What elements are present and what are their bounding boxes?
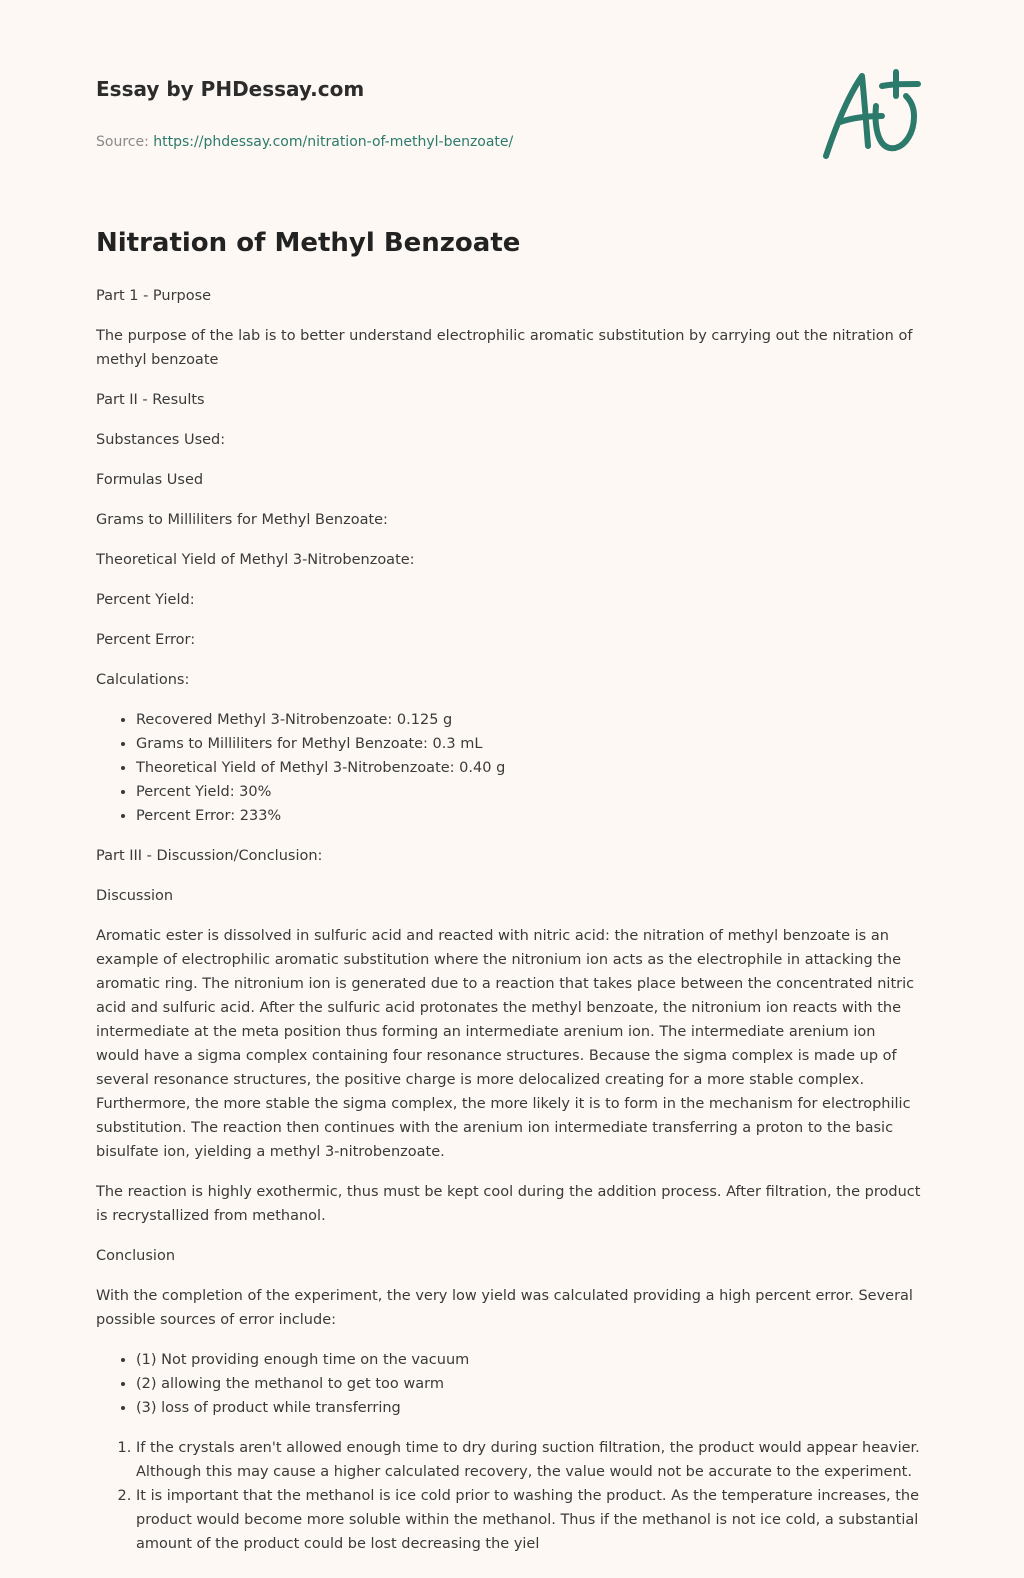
discussion-paragraph-2: The reaction is highly exothermic, thus must be kept cool during the addition process. After filtration, the product is recrystallized from methanol. bbox=[96, 1184, 921, 1224]
discussion-paragraph-1: Aromatic ester is dissolved in sulfuric acid and reacted with nitric acid: the nitration of methyl benzoate is an example of electrophilic aromatic substitution where the nitronium ion acts as the electrophile in attacking the aromatic ring. The nitronium ion is generated due to a reaction that takes place between the concentrated nitric acid and sulfuric acid. After the sulfuric acid protonates the methyl benzoate, the nitronium ion reacts with the intermediate at the meta position thus forming an intermediate arenium ion. The intermediate arenium ion would have a sigma complex containing four resonance structures. Because the sigma complex is made up of several resonance structures, the positive charge is more delocalized creating for a more stable complex. Furthermore, the more stable the sigma complex, the more likely it is to form in the mechanism for electrophilic substitution. The reaction then continues with the arenium ion intermediate transferring a proton to the basic bisulfate ion, yielding a methyl 3-nitrobenzoate. bbox=[96, 928, 915, 1160]
conclusion-heading: Conclusion bbox=[96, 1248, 176, 1264]
theoretical-yield-label: Theoretical Yield of Methyl 3-Nitrobenzoate: bbox=[96, 552, 415, 568]
list-item: 2. It is important that the methanol is ice cold prior to washing the product. As the temperature increases, the product would become more soluble within the methanol. Thus if the methanol is not ice cold, a substantial amount of the product could be lost decreasing the yiel bbox=[136, 1484, 922, 1556]
error-explanations-list bbox=[96, 1436, 922, 1556]
grams-to-ml-label: Grams to Milliliters for Methyl Benzoate: bbox=[96, 512, 388, 528]
purpose-paragraph: The purpose of the lab is to better understand electrophilic aromatic substitution by carrying out the nitration of methyl benzoate bbox=[96, 328, 913, 368]
list-item: • (1) Not providing enough time on the vacuum bbox=[136, 1348, 922, 1372]
list-item: • Grams to Milliliters for Methyl Benzoate: 0.3 mL bbox=[136, 732, 922, 756]
list-item: • Percent Yield: 30% bbox=[136, 780, 922, 804]
list-item: 1. If the crystals aren't allowed enough time to dry during suction filtration, the product would appear heavier. Although this may cause a higher calculated recovery, the value would not be accurate to the experiment. bbox=[136, 1436, 922, 1484]
conclusion-paragraph: With the completion of the experiment, the very low yield was calculated providing a high percent error. Several possible sources of error include: bbox=[96, 1288, 913, 1328]
calculations-list bbox=[96, 708, 922, 828]
percent-error-label: Percent Error: bbox=[96, 632, 196, 648]
formulas-used-label: Formulas Used bbox=[96, 472, 204, 488]
list-item: • Theoretical Yield of Methyl 3-Nitrobenzoate: 0.40 g bbox=[136, 756, 922, 780]
site-title: Essay by PHDessay.com bbox=[96, 77, 365, 101]
discussion-heading: Discussion bbox=[96, 888, 174, 904]
list-item: • Recovered Methyl 3-Nitrobenzoate: 0.125 g bbox=[136, 708, 922, 732]
source-link[interactable]: https://phdessay.com/nitration-of-methyl-benzoate/ bbox=[153, 134, 514, 150]
percent-yield-label: Percent Yield: bbox=[96, 592, 195, 608]
source-line bbox=[96, 132, 928, 152]
calculations-heading: Calculations: bbox=[96, 672, 190, 688]
part1-heading: Part 1 - Purpose bbox=[96, 288, 212, 304]
article bbox=[96, 224, 922, 1572]
article-title: Nitration of Methyl Benzoate bbox=[96, 228, 521, 258]
part2-heading: Part II - Results bbox=[96, 392, 205, 408]
error-sources-list bbox=[96, 1348, 922, 1420]
source-label: Source: bbox=[96, 134, 149, 150]
header bbox=[96, 74, 928, 152]
substances-used-label: Substances Used: bbox=[96, 432, 226, 448]
part3-heading: Part III - Discussion/Conclusion: bbox=[96, 848, 323, 864]
list-item: • (3) loss of product while transferring bbox=[136, 1396, 922, 1420]
list-item: • (2) allowing the methanol to get too warm bbox=[136, 1372, 922, 1396]
a-plus-logo-icon bbox=[818, 66, 926, 168]
list-item: • Percent Error: 233% bbox=[136, 804, 922, 828]
